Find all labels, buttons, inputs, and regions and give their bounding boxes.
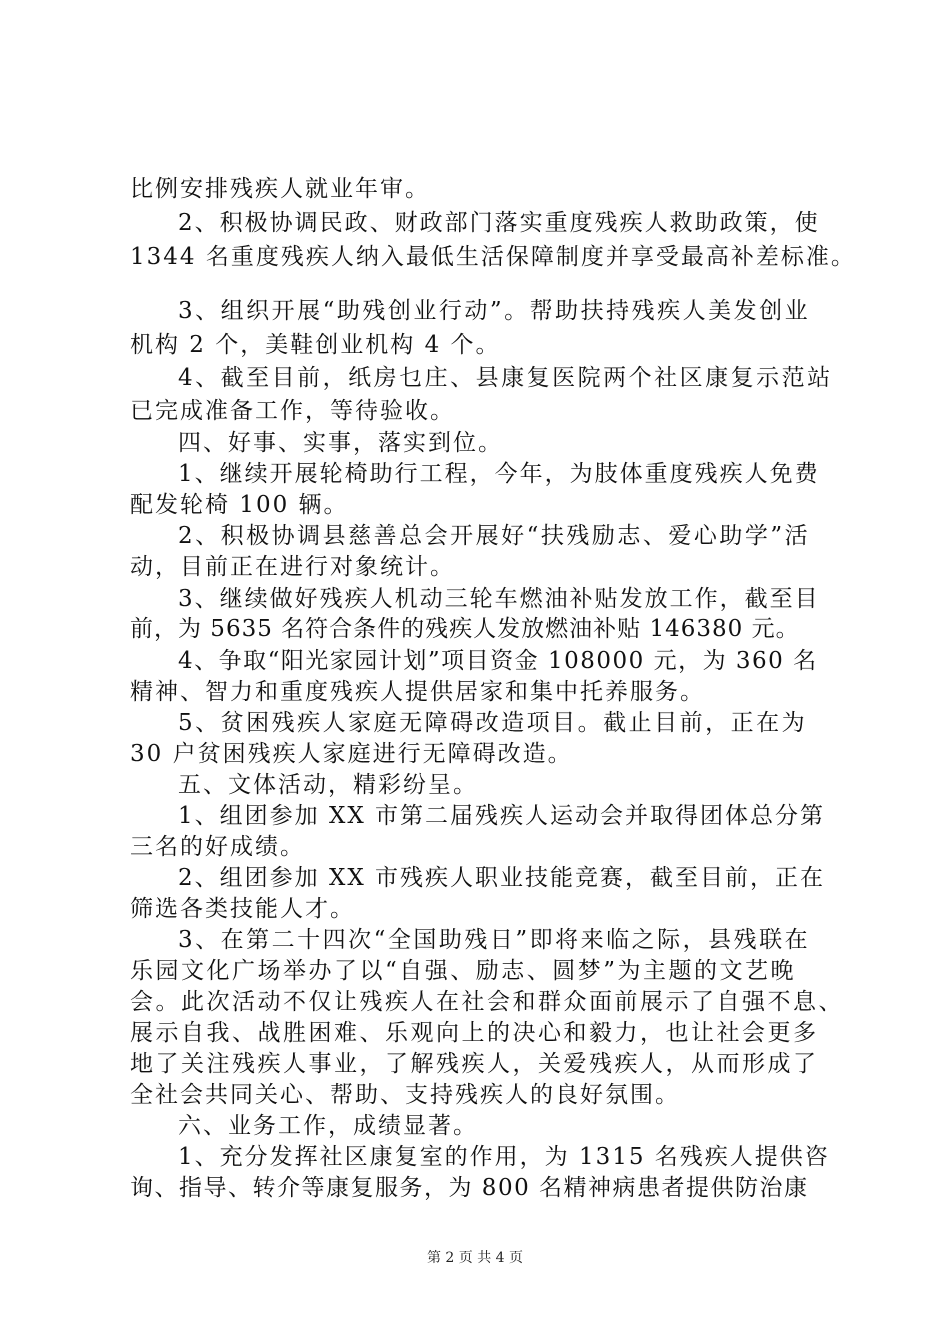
- text-line: 比例安排残疾人就业年审。: [130, 176, 430, 202]
- page-footer: 第 2 页 共 4 页: [426, 1250, 524, 1266]
- text-line: 3、组织开展“助残创业行动”。帮助扶持残疾人美发创业: [178, 298, 811, 324]
- text-line: 筛选各类技能人才。: [130, 896, 355, 922]
- text-line: 机构 2 个，美鞋创业机构 4 个。: [130, 332, 501, 358]
- text-line: 动，目前正在进行对象统计。: [130, 554, 455, 580]
- section-heading: 六、业务工作，成绩显著。: [178, 1113, 478, 1139]
- text-line: 全社会共同关心、帮助、支持残疾人的良好氛围。: [130, 1082, 680, 1108]
- text-line: 3、在第二十四次“全国助残日”即将来临之际，县残联在: [178, 927, 811, 953]
- text-line: 2、积极协调民政、财政部门落实重度残疾人救助政策，使: [178, 210, 820, 236]
- text-line: 1344 名重度残疾人纳入最低生活保障制度并享受最高补差标准。: [130, 244, 856, 270]
- text-line: 前，为 5635 名符合条件的残疾人发放燃油补贴 146380 元。: [130, 616, 800, 642]
- text-line: 1、充分发挥社区康复室的作用，为 1315 名残疾人提供咨: [178, 1144, 830, 1170]
- text-line: 2、积极协调县慈善总会开展好“扶残励志、爱心助学”活: [178, 523, 811, 549]
- text-line: 展示自我、战胜困难、乐观向上的决心和毅力，也让社会更多: [130, 1020, 819, 1046]
- text-line: 会。此次活动不仅让残疾人在社会和群众面前展示了自强不息、: [130, 989, 844, 1015]
- text-line: 精神、智力和重度残疾人提供居家和集中托养服务。: [130, 679, 705, 705]
- section-heading: 四、好事、实事，落实到位。: [178, 430, 503, 456]
- text-line: 配发轮椅 100 辆。: [130, 492, 349, 518]
- text-line: 3、继续做好残疾人机动三轮车燃油补贴发放工作，截至目: [178, 586, 820, 612]
- text-line: 30 户贫困残疾人家庭进行无障碍改造。: [130, 741, 573, 767]
- text-line: 4、争取“阳光家园计划”项目资金 108000 元，为 360 名: [178, 648, 818, 674]
- text-line: 4、截至目前，纸房乜庄、县康复医院两个社区康复示范站: [178, 365, 833, 391]
- text-line: 5、贫困残疾人家庭无障碍改造项目。截止目前，正在为: [178, 710, 808, 736]
- text-line: 已完成准备工作，等待验收。: [130, 398, 455, 424]
- text-line: 1、组团参加 XX 市第二届残疾人运动会并取得团体总分第: [178, 803, 826, 829]
- section-heading: 五、文体活动，精彩纷呈。: [178, 772, 478, 798]
- text-line: 1、继续开展轮椅助行工程，今年，为肢体重度残疾人免费: [178, 461, 820, 487]
- text-line: 询、指导、转介等康复服务，为 800 名精神病患者提供防治康: [130, 1175, 809, 1201]
- text-line: 地了关注残疾人事业，了解残疾人，关爱残疾人，从而形成了: [130, 1051, 819, 1077]
- text-line: 乐园文化广场举办了以“自强、励志、圆梦”为主题的文艺晚: [130, 958, 797, 984]
- text-line: 2、组团参加 XX 市残疾人职业技能竞赛，截至目前，正在: [178, 865, 826, 891]
- text-line: 三名的好成绩。: [130, 834, 305, 860]
